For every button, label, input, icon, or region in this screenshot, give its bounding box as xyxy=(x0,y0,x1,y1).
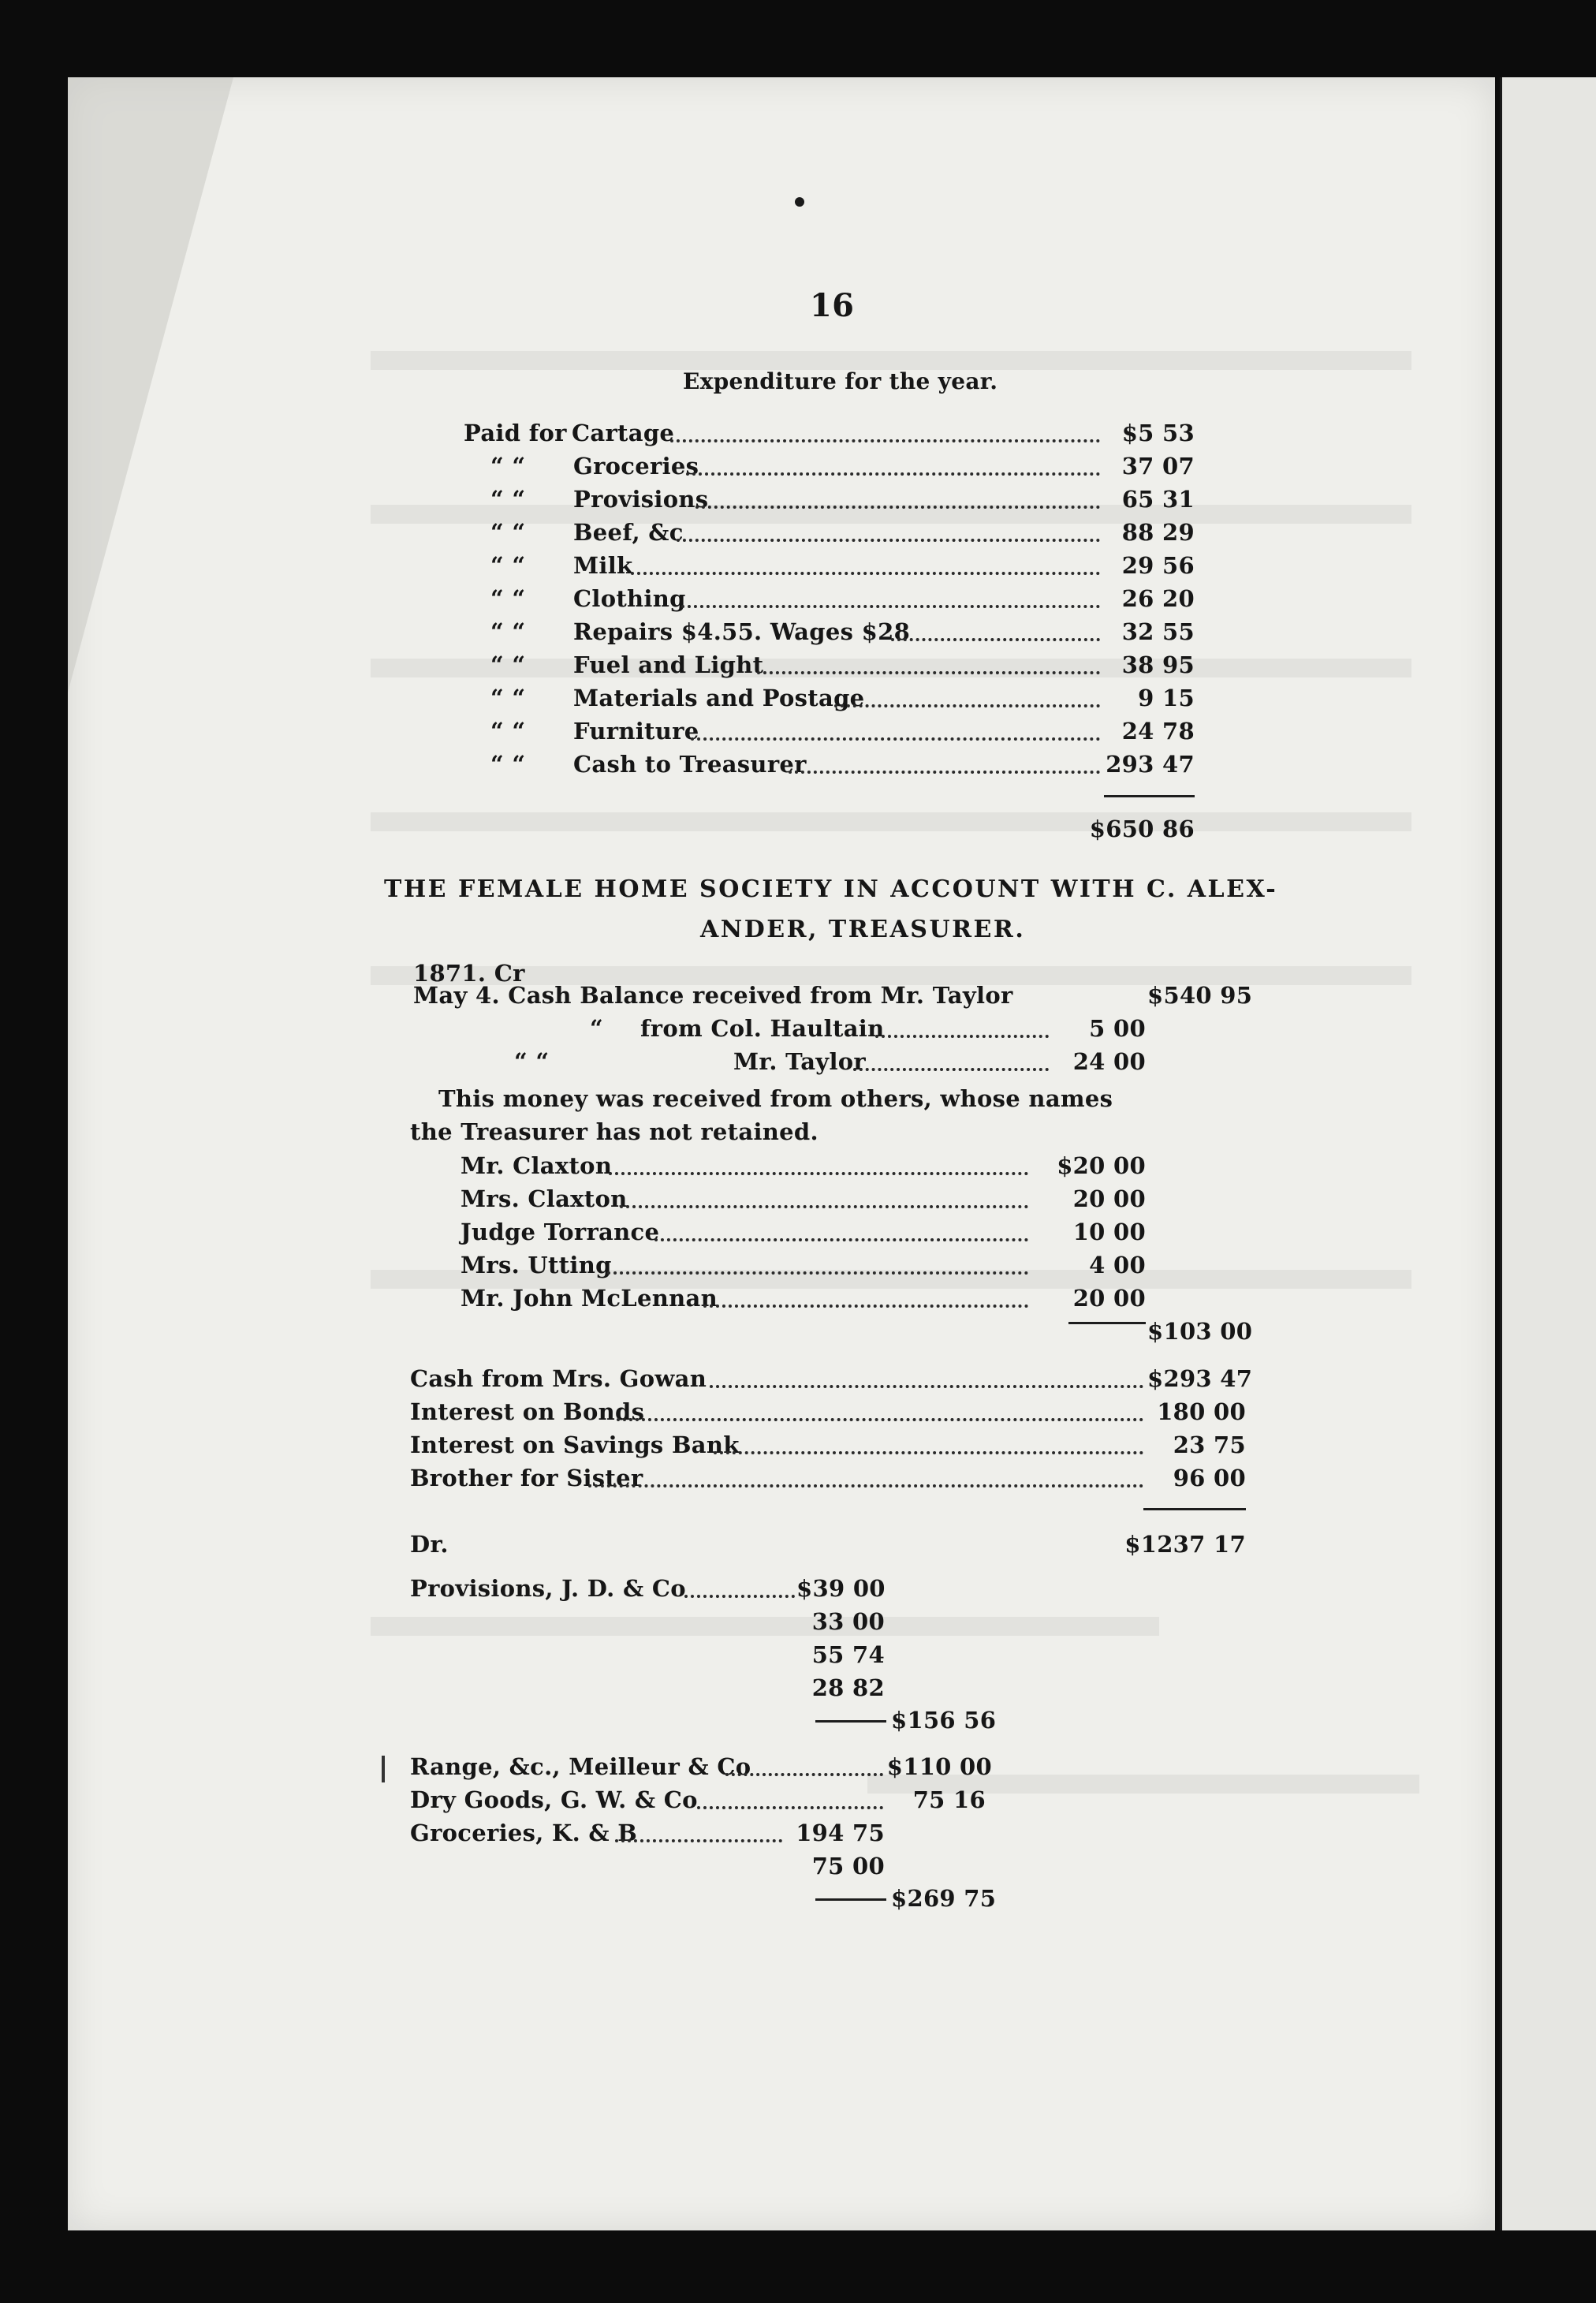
ditto-mark: “ “ xyxy=(490,651,526,678)
receipt-amount: $540 95 xyxy=(1147,982,1253,1009)
account-title-line1: THE FEMALE HOME SOCIETY IN ACCOUNT WITH C. ALEX- xyxy=(384,875,1278,903)
dot-leader xyxy=(620,1205,1028,1208)
ink-dot xyxy=(795,197,804,207)
ditto-mark: “ “ xyxy=(514,1048,550,1075)
donor-name: Judge Torrance xyxy=(461,1219,660,1245)
sum-rule xyxy=(815,1898,886,1901)
expenditure-amount: 26 20 xyxy=(1121,585,1195,612)
ditto-mark: “ “ xyxy=(490,486,526,513)
expenditure-amount: 32 55 xyxy=(1121,618,1195,645)
dot-leader xyxy=(631,572,1100,575)
receipt-label: Interest on Bonds xyxy=(410,1398,645,1425)
expenditure-item: Cartage xyxy=(572,420,675,446)
debit-amount: 194 75 xyxy=(796,1820,885,1846)
donor-name: Mr. Claxton xyxy=(461,1152,613,1179)
expenditure-amount: 293 47 xyxy=(1106,751,1195,778)
expenditure-item: Repairs $4.55. Wages $28 xyxy=(573,618,911,645)
sum-rule xyxy=(815,1720,886,1723)
donor-amount: 20 00 xyxy=(1072,1285,1146,1312)
dot-leader xyxy=(703,1305,1028,1308)
dot-leader xyxy=(654,1238,1028,1241)
dot-leader xyxy=(789,771,1100,774)
donor-amount: $20 00 xyxy=(1057,1152,1146,1179)
adjacent-page-edge xyxy=(1500,77,1596,2230)
note-line: This money was received from others, whose names xyxy=(438,1085,1113,1112)
dot-leader xyxy=(615,1839,782,1842)
dot-leader xyxy=(670,439,1100,442)
expenditure-amount: $5 53 xyxy=(1121,420,1195,446)
dot-leader xyxy=(710,1385,1143,1388)
receipt-amount: 24 00 xyxy=(1072,1048,1146,1075)
expenditure-heading: Expenditure for the year. xyxy=(683,368,998,394)
dot-leader xyxy=(686,472,1100,476)
ditto-mark: “ “ xyxy=(490,751,526,778)
bleed-through xyxy=(371,659,1411,677)
debit-total: $269 75 xyxy=(891,1885,997,1912)
sum-rule xyxy=(1068,1322,1146,1324)
expenditure-item: Furniture xyxy=(573,718,699,745)
dot-leader xyxy=(691,737,1100,741)
dot-leader xyxy=(684,1595,795,1598)
ditto-mark: “ “ xyxy=(490,519,526,546)
note-line: the Treasurer has not retained. xyxy=(410,1118,819,1145)
expenditure-item: Clothing xyxy=(573,585,686,612)
debit-total: $156 56 xyxy=(891,1707,997,1734)
dot-leader xyxy=(697,1806,883,1809)
dot-leader xyxy=(681,605,1100,608)
expenditure-amount: 38 95 xyxy=(1121,651,1195,678)
receipt-label: Interest on Savings Bank xyxy=(410,1431,740,1458)
receipt-amount: $293 47 xyxy=(1147,1365,1253,1392)
debit-label: Range, &c., Meilleur & Co xyxy=(410,1753,751,1780)
ditto-mark: “ “ xyxy=(490,552,526,579)
expenditure-item: Cash to Treasurer xyxy=(573,751,807,778)
donor-amount: 4 00 xyxy=(1089,1252,1146,1278)
ditto-mark: “ xyxy=(590,1015,603,1042)
debit-label: Groceries, K. & B xyxy=(410,1820,638,1846)
ditto-mark: “ “ xyxy=(490,718,526,745)
expenditure-item: Groceries xyxy=(573,453,699,480)
bleed-through xyxy=(371,1617,1159,1636)
expenditure-prefix: Paid for xyxy=(464,420,567,446)
debit-amount: $110 00 xyxy=(886,1753,992,1780)
ditto-mark: “ “ xyxy=(490,585,526,612)
donor-name: Mr. John McLennan xyxy=(461,1285,718,1312)
expenditure-amount: 88 29 xyxy=(1121,519,1195,546)
expenditure-amount: 24 78 xyxy=(1121,718,1195,745)
donors-total: $103 00 xyxy=(1147,1318,1253,1345)
account-title-line2: ANDER, TREASURER. xyxy=(700,916,1026,943)
dot-leader xyxy=(695,506,1100,509)
folded-corner xyxy=(68,77,233,692)
donor-amount: 20 00 xyxy=(1072,1185,1146,1212)
receipt-amount: 180 00 xyxy=(1157,1398,1246,1425)
debit-amount: 28 82 xyxy=(811,1674,885,1701)
dot-leader xyxy=(757,671,1100,674)
dot-leader xyxy=(677,539,1100,542)
receipt-amount: 23 75 xyxy=(1173,1431,1246,1458)
dot-leader xyxy=(609,1172,1028,1175)
bleed-through xyxy=(371,812,1411,831)
expenditure-item: Beef, &c xyxy=(573,519,684,546)
dot-leader xyxy=(714,1451,1143,1454)
donor-amount: 10 00 xyxy=(1072,1219,1146,1245)
dot-leader xyxy=(875,1035,1049,1038)
debit-amount: 55 74 xyxy=(811,1641,885,1668)
margin-mark xyxy=(382,1756,385,1782)
donor-name: Mrs. Utting xyxy=(461,1252,612,1278)
dot-leader xyxy=(607,1271,1028,1275)
debit-amount: 33 00 xyxy=(811,1608,885,1635)
receipt-label: May 4. Cash Balance received from Mr. Taylor xyxy=(413,982,1013,1009)
dot-leader xyxy=(834,704,1100,707)
dot-leader xyxy=(853,1068,1049,1071)
receipt-amount: 96 00 xyxy=(1173,1465,1246,1491)
document-page xyxy=(68,77,1495,2230)
receipt-amount: 5 00 xyxy=(1089,1015,1146,1042)
dot-leader xyxy=(725,1773,883,1776)
expenditure-amount: 37 07 xyxy=(1121,453,1195,480)
receipt-label: from Col. Haultain xyxy=(640,1015,885,1042)
expenditure-item: Milk xyxy=(573,552,633,579)
expenditure-item: Materials and Postage xyxy=(573,685,865,711)
debit-amount: 75 16 xyxy=(912,1786,986,1813)
receipt-label: Brother for Sister xyxy=(410,1465,643,1491)
debit-amount: $39 00 xyxy=(796,1575,886,1602)
debit-label: Dr. xyxy=(410,1531,449,1558)
sum-rule xyxy=(1104,795,1195,797)
donor-name: Mrs. Claxton xyxy=(461,1185,628,1212)
expenditure-amount: 29 56 xyxy=(1121,552,1195,579)
ditto-mark: “ “ xyxy=(490,618,526,645)
expenditure-amount: 9 15 xyxy=(1138,685,1195,711)
expenditure-amount: 65 31 xyxy=(1121,486,1195,513)
ditto-mark: “ “ xyxy=(490,685,526,711)
receipt-label: Mr. Taylor xyxy=(733,1048,866,1075)
debit-label: Dry Goods, G. W. & Co xyxy=(410,1786,698,1813)
page-number: 16 xyxy=(810,287,855,324)
ditto-mark: “ “ xyxy=(490,453,526,480)
credit-total: $1237 17 xyxy=(1124,1531,1246,1558)
dot-leader xyxy=(588,1484,1143,1487)
expenditure-item: Fuel and Light xyxy=(573,651,764,678)
receipt-label: Cash from Mrs. Gowan xyxy=(410,1365,707,1392)
debit-label: Provisions, J. D. & Co xyxy=(410,1575,686,1602)
sum-rule xyxy=(1143,1508,1246,1510)
dot-leader xyxy=(617,1418,1143,1421)
expenditure-item: Provisions xyxy=(573,486,709,513)
expenditure-total: $650 86 xyxy=(1089,816,1195,842)
dot-leader xyxy=(891,638,1100,641)
debit-amount: 75 00 xyxy=(811,1853,885,1879)
year-credit-label: 1871. Cr xyxy=(413,960,525,987)
